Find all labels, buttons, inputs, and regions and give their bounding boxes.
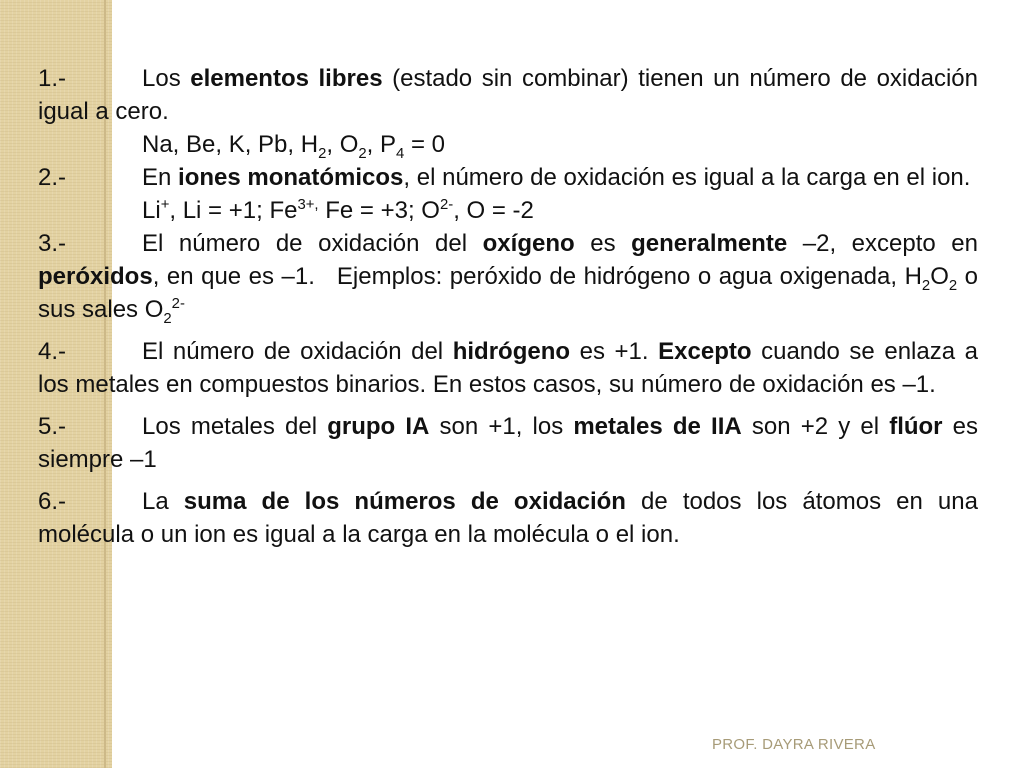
rule-number: 4.- (38, 338, 67, 365)
author-footer: PROF. DAYRA RIVERA (712, 736, 876, 753)
rule-5: 5.- Los metales del grupo IA son +1, los metales de IIA son +2 y el flúor es siempre –1 (38, 410, 978, 476)
rule-2: 2.- En iones monatómicos, el número de oxidación es igual a la carga en el ion. (38, 161, 978, 194)
rule-number: 3.- (38, 230, 67, 257)
rule-1-example: Na, Be, K, Pb, $H_2$, $O_2$, $P_4 = 0$ (142, 131, 445, 162)
rule-number: 5.- (38, 413, 67, 440)
rule-number: 1.- (38, 65, 67, 92)
rule-1: 1.- Los elementos libres (estado sin combinar) tienen un número de oxidación igual a cero. (38, 62, 978, 128)
rule-2-example: Li+, Li = +1; $Fe^{3+,}$ Fe = +3; $O^{2-}$, O = -2 (142, 197, 534, 224)
rule-number: 2.- (38, 164, 67, 191)
rule-number: 6.- (38, 488, 67, 515)
rule-6: 6.- La suma de los números de oxidación de todos los átomos en una molécula o un ion es igual a la carga en la molécula o el ion. (38, 485, 978, 551)
rule-3: 3.- El número de oxidación del oxígeno es generalmente –2, excepto en peróxidos, en que es –1. Ejemplos: peróxido de hidrógeno o agua oxigenada, $H_2O_2$ o sus sales $O_2^{2-}$ (38, 227, 978, 326)
rule-4: 4.- El número de oxidación del hidrógeno es +1. Excepto cuando se enlaza a los metales en compuestos binarios. En estos casos, su número de oxidación es –1. (38, 335, 978, 401)
slide-content (38, 62, 978, 551)
